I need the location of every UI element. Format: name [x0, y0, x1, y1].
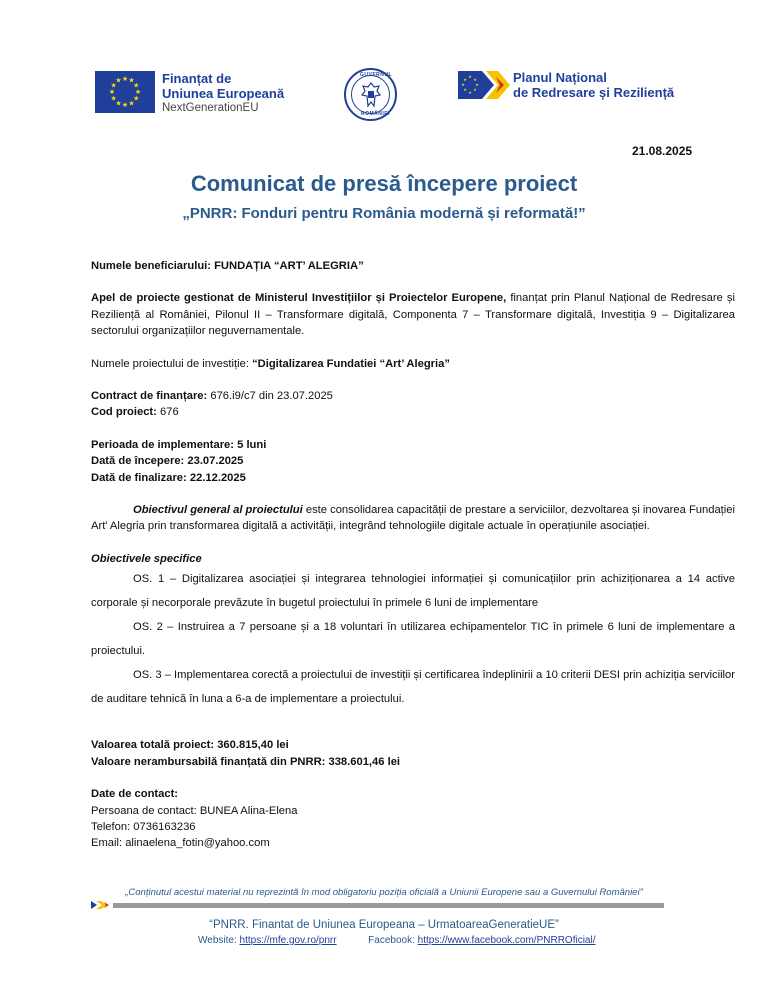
facebook-label: Facebook: — [368, 935, 415, 946]
pnrr-logo — [458, 70, 674, 100]
beneficiary-value: FUNDAȚIA “ART’ ALEGRIA” — [214, 260, 364, 272]
eu-funding-logo — [95, 71, 284, 116]
svg-text:★: ★ — [468, 74, 472, 79]
total-value: Valoarea totală proiect: 360.815,40 lei — [91, 739, 289, 752]
svg-text:★: ★ — [463, 77, 467, 82]
non-refundable-value: Valoare nerambursabilă finanțată din PNRR: 338.601,46 lei — [91, 755, 401, 768]
contract-line — [91, 388, 735, 404]
specific-objectives-heading: Obiectivele specifice — [91, 552, 202, 565]
romanian-government-seal — [344, 68, 397, 121]
contact-heading: Date de contact: — [91, 788, 179, 801]
contact-email: Email: alinaelena_fotin@yahoo.com — [91, 837, 270, 850]
eu-logo-line2: Uniunea Europeană — [162, 86, 285, 101]
general-objective-text: este consolidarea capacității de prestare a serviciilor, dezvoltarea și inovarea Fundației Art' Alegria prin transformarea digitală a activității, integrând tehnologiile digitale actuale în operațiunile asociației. — [91, 504, 735, 533]
svg-text:★: ★ — [128, 76, 135, 85]
svg-text:★: ★ — [468, 90, 472, 95]
seal-bottom-text: ROMÂNIEI — [361, 111, 390, 117]
general-objective-paragraph — [91, 502, 735, 535]
pnrr-arrows-icon — [458, 71, 510, 99]
seal-top-text: GUVERNUL — [360, 72, 393, 78]
call-rest: finanțat prin Planul Național de Redresare și Reziliență al României, Pilonul II – Transformare digitală, Componenta 7 – Transformare digitală, Investiția 9 – Digitalizarea sectorului organizațiilor neguvernamentale. — [91, 292, 736, 338]
svg-text:★: ★ — [475, 82, 479, 87]
project-code-label: Cod proiect: — [91, 406, 157, 419]
beneficiary-line — [91, 258, 735, 274]
svg-text:★: ★ — [110, 94, 117, 103]
footer-slogan: “PNRR. Finantat de Uniunea Europeana – UrmatoareaGeneratieUE” — [209, 919, 559, 931]
eu-logo-line3: NextGenerationEU — [162, 102, 259, 114]
pnrr-logo-line1: Planul Național — [513, 70, 607, 85]
contract-label: Contract de finanțare: — [91, 390, 208, 403]
end-date: Dată de finalizare: 22.12.2025 — [91, 471, 246, 484]
eu-disclaimer: „Conținutul acestui material nu reprezintă în mod obligatoriu poziția oficială a Uniunii Europene sau a Guvernului României” — [125, 887, 643, 898]
pnrr-logo-line2: de Redresare și Reziliență — [513, 85, 675, 100]
website-link[interactable]: https://mfe.gov.ro/pnrr — [239, 935, 337, 946]
project-code-line — [91, 404, 735, 420]
page-subtitle: „PNRR: Fonduri pentru România modernă și reformată!” — [182, 205, 586, 222]
call-paragraph — [91, 290, 735, 339]
svg-text:★: ★ — [461, 82, 465, 87]
footer-bar — [91, 901, 664, 909]
svg-text:★: ★ — [115, 76, 122, 85]
svg-text:★: ★ — [110, 81, 117, 90]
svg-text:★: ★ — [134, 88, 142, 96]
specific-objective-2: OS. 2 – Instruirea a 7 persoane și a 18 voluntari în utilizarea echipamentelor TIC în primele 6 luni de implementare a proiectului. — [91, 621, 735, 658]
footer-arrows-icon — [91, 901, 115, 909]
document-body — [91, 258, 735, 852]
svg-text:★: ★ — [108, 88, 116, 96]
contact-phone: Telefon: 0736163236 — [91, 820, 196, 833]
svg-text:★: ★ — [128, 99, 135, 108]
svg-text:★: ★ — [121, 75, 129, 83]
beneficiary-label: Numele beneficiarului: — [91, 260, 211, 272]
facebook-link[interactable]: https://www.facebook.com/PNRROficial/ — [417, 935, 596, 946]
website-label: Website: — [198, 935, 237, 946]
svg-text:★: ★ — [473, 87, 477, 92]
eu-logo-line1: Finanțat de — [162, 71, 232, 86]
footer-links — [198, 935, 595, 946]
specific-objective-3: OS. 3 – Implementarea corectă a proiectului de investiții și certificarea îndeplinirii a 10 criterii DESI prin achiziția serviciilor de auditare tehnică în luna a 6-a de implementare a proiectului. — [91, 669, 735, 706]
project-name-label: Numele proiectului de investiție: — [91, 357, 253, 370]
svg-text:★: ★ — [473, 77, 477, 82]
coat-of-arms-icon — [351, 75, 390, 114]
svg-text:★: ★ — [133, 94, 140, 103]
start-date: Dată de începere: 23.07.2025 — [91, 455, 244, 468]
project-code-value: 676 — [156, 406, 179, 419]
svg-text:★: ★ — [115, 99, 122, 108]
implementation-period: Perioada de implementare: 5 luni — [91, 438, 267, 451]
page-title: Comunicat de presă începere proiect — [190, 171, 578, 196]
document-date: 21.08.2025 — [632, 144, 693, 158]
project-name-line — [91, 356, 735, 372]
contract-value: 676.i9/c7 din 23.07.2025 — [207, 390, 333, 403]
contact-person: Persoana de contact: BUNEA Alina-Elena — [91, 804, 298, 817]
project-name-value: “Digitalizarea Fundatiei “Art’ Alegria” — [252, 357, 450, 370]
svg-text:★: ★ — [121, 101, 129, 109]
call-bold: Apel de proiecte gestionat de Ministerul Investițiilor și Proiectelor Europene, — [91, 292, 507, 305]
svg-text:★: ★ — [133, 81, 140, 90]
svg-text:★: ★ — [463, 87, 467, 92]
general-objective-label: Obiectivul general al proiectului — [133, 504, 303, 517]
specific-objective-1: OS. 1 – Digitalizarea asociației și integrarea tehnologiei informației și comunicațiilor prin achiziționarea a 14 active corporale și necorporale prevăzute în bugetul proiectului în primele 6 luni de implementare — [91, 573, 735, 610]
eu-flag-icon — [95, 71, 155, 113]
